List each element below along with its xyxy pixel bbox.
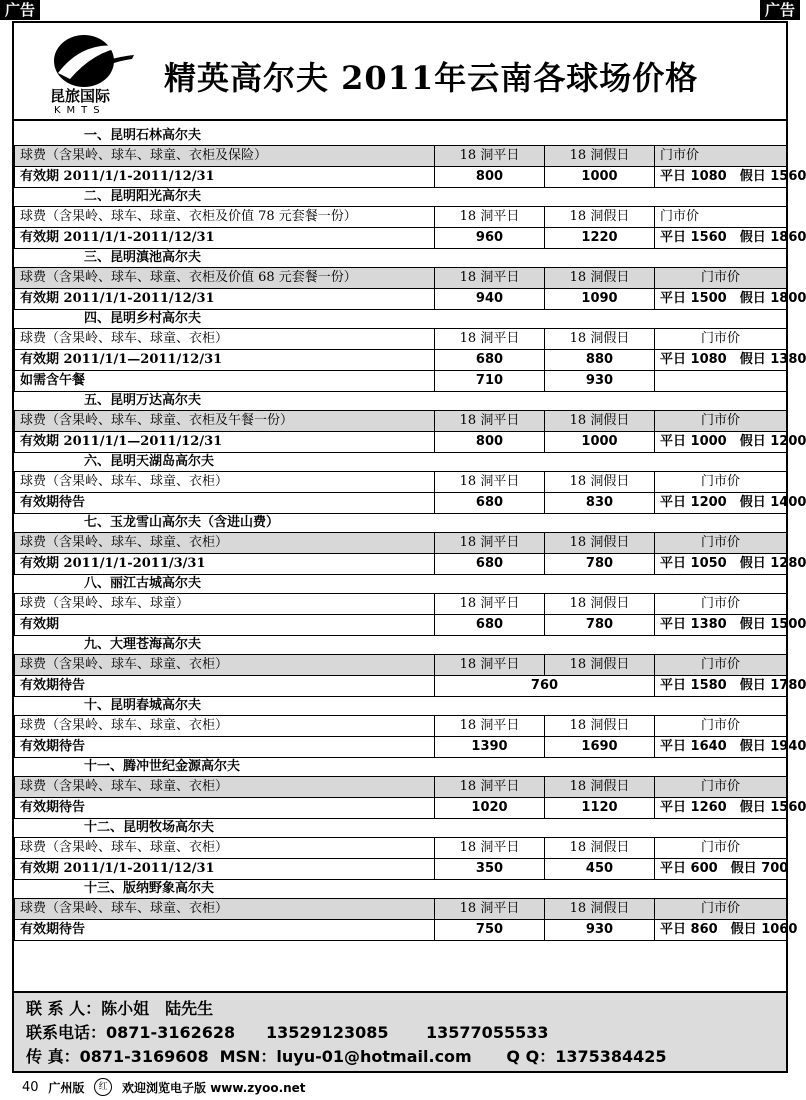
contact-phone-1: 0871-3162628 bbox=[106, 1023, 236, 1042]
contact-msn-label: MSN： bbox=[219, 1047, 277, 1066]
logo-brand-text: 昆旅国际 bbox=[50, 87, 111, 105]
holiday-header: 18 洞假日 bbox=[545, 472, 655, 493]
contact-phone-line bbox=[26, 1021, 774, 1045]
website-text: 欢迎浏览电子版 www.zyoo.net bbox=[122, 1080, 306, 1095]
table-row bbox=[15, 432, 787, 453]
table-header-row bbox=[15, 329, 787, 350]
section-title: 七、玉龙雪山高尔夫（含进山费） bbox=[84, 515, 280, 530]
table-header-row bbox=[15, 594, 787, 615]
price-table bbox=[14, 206, 806, 249]
contact-phone-3: 13577055533 bbox=[426, 1023, 549, 1042]
price-table bbox=[14, 837, 787, 880]
weekday-header: 18 洞平日 bbox=[435, 207, 545, 228]
price-table bbox=[14, 593, 806, 636]
validity-cell: 有效期 2011/1/1-2011/12/31 bbox=[15, 228, 435, 249]
fee-description: 球费（含果岭、球车、球童、衣柜及保险） bbox=[15, 146, 435, 167]
edition-badge-icon: 红 bbox=[94, 1078, 112, 1096]
weekday-header: 18 洞平日 bbox=[435, 329, 545, 350]
retail-price: 平日 1580 假日 1780 bbox=[655, 676, 787, 697]
contact-msn: luyu-01@hotmail.com bbox=[276, 1047, 472, 1066]
holiday-header: 18 洞假日 bbox=[545, 411, 655, 432]
retail-price: 平日 1080 假日 1560 bbox=[655, 167, 787, 188]
holiday-header: 18 洞假日 bbox=[545, 594, 655, 615]
table-header-row bbox=[15, 146, 787, 167]
fee-description: 球费（含果岭、球车、球童、衣柜） bbox=[15, 472, 435, 493]
weekday-header: 18 洞平日 bbox=[435, 594, 545, 615]
retail-price: 平日 1260 假日 1560 bbox=[655, 798, 787, 819]
validity-cell: 有效期 2011/1/1—2011/12/31 bbox=[15, 432, 435, 453]
holiday-header: 18 洞假日 bbox=[545, 207, 655, 228]
table-row bbox=[15, 615, 787, 636]
holiday-header: 18 洞假日 bbox=[545, 777, 655, 798]
retail-header: 门市价 bbox=[655, 207, 787, 228]
weekday-price: 750 bbox=[435, 920, 545, 941]
price-sections bbox=[14, 127, 806, 941]
table-row bbox=[15, 167, 787, 188]
retail-header: 门市价 bbox=[655, 329, 787, 350]
page-footer bbox=[22, 1078, 306, 1098]
retail-header: 门市价 bbox=[655, 899, 787, 920]
weekday-price: 680 bbox=[435, 615, 545, 636]
table-header-row bbox=[15, 411, 787, 432]
table-header-row bbox=[15, 655, 787, 676]
holiday-header: 18 洞假日 bbox=[545, 655, 655, 676]
validity-cell: 有效期待告 bbox=[15, 493, 435, 514]
holiday-header: 18 洞假日 bbox=[545, 329, 655, 350]
table-header-row bbox=[15, 472, 787, 493]
price-table bbox=[14, 267, 806, 310]
contact-person-line bbox=[26, 997, 774, 1021]
logo-sub-text: KMTS bbox=[54, 105, 106, 116]
contact-fax: 0871-3169608 bbox=[79, 1047, 209, 1066]
retail-price: 平日 860 假日 1060 bbox=[655, 920, 787, 941]
retail-price: 平日 1640 假日 1940 bbox=[655, 737, 787, 758]
validity-cell: 有效期 2011/1/1-2011/3/31 bbox=[15, 554, 435, 575]
retail-header: 门市价 bbox=[655, 533, 787, 554]
table-header-row bbox=[15, 838, 787, 859]
company-logo bbox=[48, 29, 138, 115]
holiday-price: 1000 bbox=[545, 167, 655, 188]
fee-description: 球费（含果岭、球车、球童、衣柜及午餐一份） bbox=[15, 411, 435, 432]
price-table bbox=[14, 776, 806, 819]
fee-description: 球费（含果岭、球车、球童、衣柜） bbox=[15, 655, 435, 676]
holiday-price: 450 bbox=[545, 859, 655, 880]
section-title: 二、昆明阳光高尔夫 bbox=[84, 189, 202, 204]
weekday-header: 18 洞平日 bbox=[435, 899, 545, 920]
contact-qq-label: Q Q： bbox=[506, 1047, 556, 1066]
section-title: 十二、昆明牧场高尔夫 bbox=[84, 820, 215, 835]
table-row bbox=[15, 554, 787, 575]
table-row bbox=[15, 228, 787, 249]
retail-price bbox=[655, 371, 787, 392]
weekday-header: 18 洞平日 bbox=[435, 777, 545, 798]
header bbox=[14, 23, 786, 121]
section-title: 十、昆明春城高尔夫 bbox=[84, 698, 202, 713]
section-title: 三、昆明滇池高尔夫 bbox=[84, 250, 202, 265]
retail-price: 平日 1080 假日 1380 bbox=[655, 350, 787, 371]
ad-label-left: 广告 bbox=[0, 0, 40, 20]
weekday-header: 18 洞平日 bbox=[435, 838, 545, 859]
retail-price: 平日 1380 假日 1500 bbox=[655, 615, 787, 636]
fee-description: 球费（含果岭、球车、球童、衣柜） bbox=[15, 329, 435, 350]
holiday-price: 1220 bbox=[545, 228, 655, 249]
section-title: 五、昆明万达高尔夫 bbox=[84, 393, 202, 408]
contact-phone-label: 联系电话： bbox=[26, 1023, 107, 1042]
validity-cell: 有效期 bbox=[15, 615, 435, 636]
table-header-row bbox=[15, 777, 787, 798]
weekday-header: 18 洞平日 bbox=[435, 472, 545, 493]
table-row bbox=[15, 676, 787, 697]
retail-price: 平日 600 假日 700 bbox=[655, 859, 787, 880]
holiday-price: 930 bbox=[545, 371, 655, 392]
weekday-price: 680 bbox=[435, 554, 545, 575]
retail-header: 门市价 bbox=[655, 716, 787, 737]
holiday-header: 18 洞假日 bbox=[545, 146, 655, 167]
table-header-row bbox=[15, 899, 787, 920]
retail-header: 门市价 bbox=[655, 472, 787, 493]
holiday-price: 930 bbox=[545, 920, 655, 941]
contact-person: 陈小姐 陆先生 bbox=[101, 999, 214, 1018]
fee-description: 球费（含果岭、球车、球童、衣柜） bbox=[15, 899, 435, 920]
weekday-header: 18 洞平日 bbox=[435, 268, 545, 289]
section-title: 十三、版纳野象高尔夫 bbox=[84, 881, 215, 896]
contact-person-label: 联 系 人： bbox=[26, 999, 102, 1018]
validity-cell: 有效期待告 bbox=[15, 676, 435, 697]
retail-price: 平日 1560 假日 1860 bbox=[655, 228, 787, 249]
validity-cell: 有效期 2011/1/1-2011/12/31 bbox=[15, 289, 435, 310]
retail-header: 门市价 bbox=[655, 838, 787, 859]
table-row bbox=[15, 289, 787, 310]
table-header-row bbox=[15, 268, 787, 289]
price-table bbox=[14, 410, 806, 453]
holiday-header: 18 洞假日 bbox=[545, 899, 655, 920]
validity-cell: 如需含午餐 bbox=[15, 371, 435, 392]
price-table bbox=[14, 471, 806, 514]
retail-price: 平日 1200 假日 1400 bbox=[655, 493, 787, 514]
validity-cell: 有效期 2011/1/1-2011/12/31 bbox=[15, 859, 435, 880]
contact-qq: 1375384425 bbox=[555, 1047, 667, 1066]
price-table bbox=[14, 898, 798, 941]
weekday-header: 18 洞平日 bbox=[435, 716, 545, 737]
retail-header: 门市价 bbox=[655, 655, 787, 676]
section-title: 四、昆明乡村高尔夫 bbox=[84, 311, 202, 326]
ad-frame bbox=[12, 21, 806, 1073]
section-title: 九、大理苍海高尔夫 bbox=[84, 637, 202, 652]
retail-header: 门市价 bbox=[655, 411, 787, 432]
fee-description: 球费（含果岭、球车、球童、衣柜） bbox=[15, 716, 435, 737]
validity-cell: 有效期待告 bbox=[15, 920, 435, 941]
fee-description: 球费（含果岭、球车、球童、衣柜） bbox=[15, 838, 435, 859]
validity-cell: 有效期待告 bbox=[15, 737, 435, 758]
edition-label: 广州版 bbox=[48, 1080, 85, 1095]
fee-description: 球费（含果岭、球车、球童、衣柜） bbox=[15, 777, 435, 798]
page-number: 40 bbox=[22, 1079, 39, 1095]
ad-label-right: 广告 bbox=[760, 0, 800, 20]
holiday-price: 1000 bbox=[545, 432, 655, 453]
weekday-price: 350 bbox=[435, 859, 545, 880]
contact-phone-2: 13529123085 bbox=[266, 1023, 389, 1042]
weekday-price: 800 bbox=[435, 432, 545, 453]
holiday-price: 780 bbox=[545, 554, 655, 575]
validity-cell: 有效期待告 bbox=[15, 798, 435, 819]
weekday-header: 18 洞平日 bbox=[435, 411, 545, 432]
weekday-price: 680 bbox=[435, 350, 545, 371]
section-title: 十一、腾冲世纪金源高尔夫 bbox=[84, 759, 241, 774]
holiday-price: 780 bbox=[545, 615, 655, 636]
holiday-header: 18 洞假日 bbox=[545, 268, 655, 289]
retail-price: 平日 1000 假日 1200 bbox=[655, 432, 787, 453]
weekday-price: 960 bbox=[435, 228, 545, 249]
price-table bbox=[14, 145, 806, 188]
section-title: 八、丽江古城高尔夫 bbox=[84, 576, 202, 591]
weekday-price: 1390 bbox=[435, 737, 545, 758]
weekday-price: 1020 bbox=[435, 798, 545, 819]
page-title: 精英高尔夫 2011年云南各球场价格 bbox=[164, 59, 699, 97]
table-row bbox=[15, 798, 787, 819]
holiday-price: 1690 bbox=[545, 737, 655, 758]
holiday-header: 18 洞假日 bbox=[545, 716, 655, 737]
table-header-row bbox=[15, 207, 787, 228]
table-row bbox=[15, 493, 787, 514]
holiday-price: 1120 bbox=[545, 798, 655, 819]
contact-fax-label: 传 真： bbox=[26, 1047, 80, 1066]
retail-header: 门市价 bbox=[655, 594, 787, 615]
weekday-price: 710 bbox=[435, 371, 545, 392]
weekday-price: 940 bbox=[435, 289, 545, 310]
price-table bbox=[14, 654, 806, 697]
table-row bbox=[15, 859, 787, 880]
weekday-price: 680 bbox=[435, 493, 545, 514]
weekday-header: 18 洞平日 bbox=[435, 533, 545, 554]
section-title: 六、昆明天湖岛高尔夫 bbox=[84, 454, 215, 469]
validity-cell: 有效期 2011/1/1-2011/12/31 bbox=[15, 167, 435, 188]
contact-block bbox=[14, 991, 786, 1071]
validity-cell: 有效期 2011/1/1—2011/12/31 bbox=[15, 350, 435, 371]
retail-price: 平日 1500 假日 1800 bbox=[655, 289, 787, 310]
table-row bbox=[15, 371, 787, 392]
retail-price: 平日 1050 假日 1280 bbox=[655, 554, 787, 575]
fee-description: 球费（含果岭、球车、球童、衣柜） bbox=[15, 533, 435, 554]
price-table bbox=[14, 715, 806, 758]
retail-header: 门市价 bbox=[655, 777, 787, 798]
holiday-price: 880 bbox=[545, 350, 655, 371]
contact-fax-line bbox=[26, 1045, 774, 1069]
fee-description: 球费（含果岭、球车、球童） bbox=[15, 594, 435, 615]
price-table bbox=[14, 328, 806, 392]
retail-header: 门市价 bbox=[655, 268, 787, 289]
weekday-header: 18 洞平日 bbox=[435, 655, 545, 676]
weekday-price: 800 bbox=[435, 167, 545, 188]
logo-emblem-icon bbox=[48, 29, 138, 115]
fee-description: 球费（含果岭、球车、球童、衣柜及价值 68 元套餐一份） bbox=[15, 268, 435, 289]
retail-header: 门市价 bbox=[655, 146, 787, 167]
holiday-header: 18 洞假日 bbox=[545, 533, 655, 554]
holiday-price: 1090 bbox=[545, 289, 655, 310]
table-header-row bbox=[15, 533, 787, 554]
weekday-price: 760 bbox=[435, 676, 655, 697]
holiday-price: 830 bbox=[545, 493, 655, 514]
section-title: 一、昆明石林高尔夫 bbox=[84, 128, 202, 143]
table-row bbox=[15, 350, 787, 371]
holiday-header: 18 洞假日 bbox=[545, 838, 655, 859]
table-row bbox=[15, 737, 787, 758]
fee-description: 球费（含果岭、球车、球童、衣柜及价值 78 元套餐一份） bbox=[15, 207, 435, 228]
weekday-header: 18 洞平日 bbox=[435, 146, 545, 167]
table-header-row bbox=[15, 716, 787, 737]
price-table bbox=[14, 532, 806, 575]
table-row bbox=[15, 920, 787, 941]
